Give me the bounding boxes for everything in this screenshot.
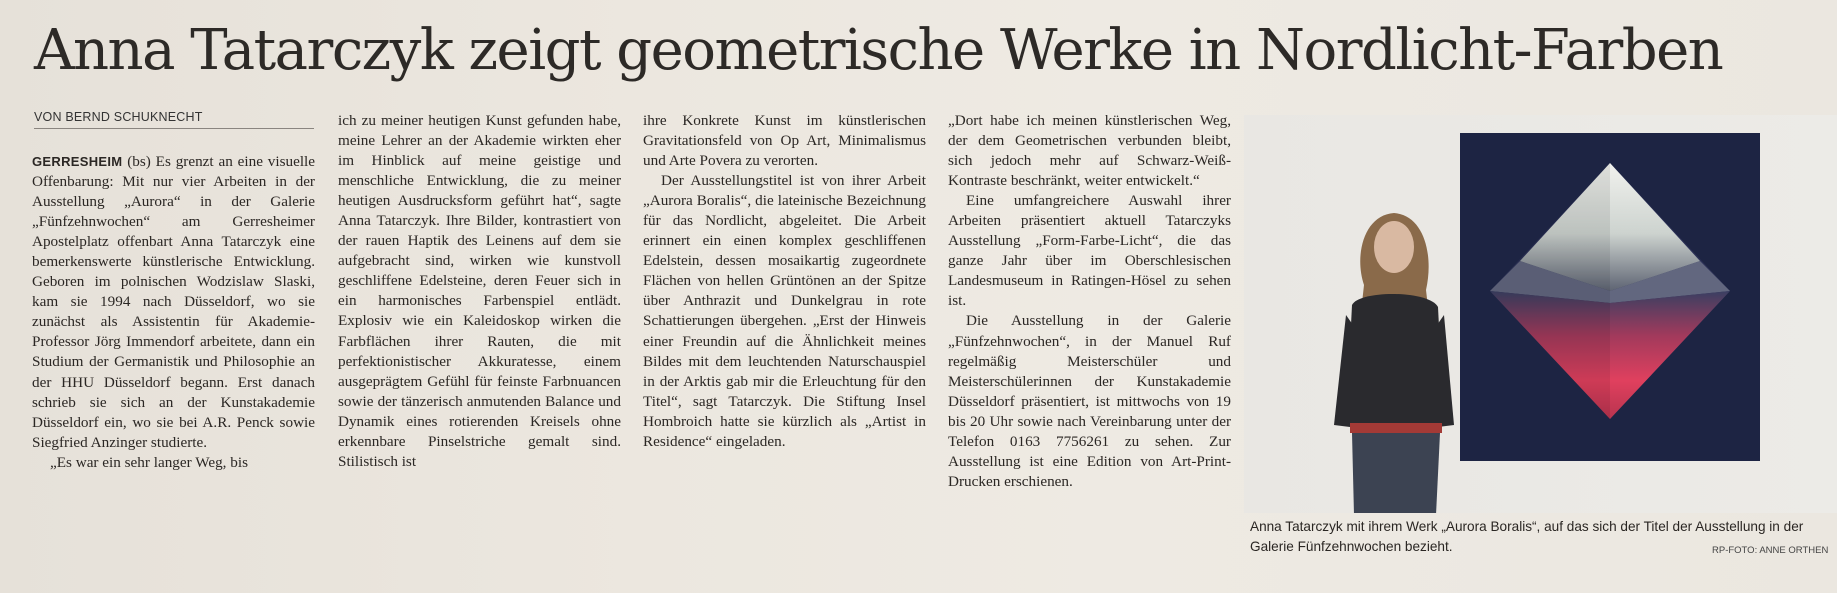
paragraph: ihre Konkrete Kunst im künstlerischen Gravitationsfeld von Op Art, Minimalismus und Arte Povera zu verorten. [643, 112, 926, 170]
paragraph: Eine umfangreichere Auswahl ihrer Arbeiten präsentiert aktuell Tatarczyks Ausstellung „Form-Farbe-Licht“, die das ganze Jahr über im Oberschlesischen Landesmuseum in Ratingen-Hösel zu sehen ist. [948, 192, 1231, 310]
photo-credit: RP-FOTO: ANNE ORTHEN [1712, 545, 1829, 556]
dateline-place: GERRESHEIM [32, 154, 123, 169]
painting-aurora-boralis [1460, 133, 1760, 461]
article-column-1 [32, 152, 315, 473]
byline: VON BERND SCHUKNECHT [34, 110, 203, 124]
paragraph [32, 152, 315, 453]
headline: Anna Tatarczyk zeigt geometrische Werke in Nordlicht-Farben [34, 18, 1723, 83]
byline-block [34, 110, 314, 129]
article-column-2 [338, 111, 621, 472]
byline-rule [34, 128, 314, 129]
paragraph: ich zu meiner heutigen Kunst gefunden habe, meine Lehrer an der Akademie wirkten eher im Hinblick auf meine geistige und menschliche Entwicklung, die zu meiner heutigen Ausdrucksform geführt hat“, sagte Anna Tatarczyk. Ihre Bilder, kontrastiert von der rauen Haptik des Leinens auf dem sie aufgebracht sind, wirken wie kunstvoll geschliffene Edelsteine, deren Feuer sich in ein harmonisches Farbenspiel entlädt. Explosiv wie ein Kaleidoskop wirken die Farbflächen ihrer Rauten, die mit perfektionistischer Akkuratesse, einem ausgeprägtem Gefühl für feinste Farbnuancen sowie der tänzerisch anmutenden Balance und Dynamik eines rotierenden Kreisels ohne erkennbare Pinselstriche gemalt sind. Stilistisch ist [338, 112, 621, 470]
person-figure [1324, 195, 1464, 513]
article-column-3 [643, 111, 926, 452]
photo-caption: Anna Tatarczyk mit ihrem Werk „Aurora Boralis“, auf das sich der Titel der Ausstellung in der Galerie Fünfzehnwochen bezieht. [1250, 519, 1804, 554]
paragraph: Die Ausstellung in der Galerie „Fünfzehnwochen“, in der Manuel Ruf regelmäßig Meisterschüler und Meisterschülerinnen der Kunstakademie Düsseldorf präsentiert, ist mittwochs von 19 bis 20 Uhr sowie nach Vereinbarung unter der Telefon 0163 7756261 zu sehen. Zur Ausstellung ist eine Edition von Art-Print-Drucken erschienen. [948, 312, 1231, 490]
article-photo [1244, 115, 1837, 513]
article-column-4 [948, 111, 1231, 492]
paragraph: „Dort habe ich meinen künstlerischen Weg, der dem Geometrischen verbunden bleibt, sich jedoch mehr auf Schwarz-Weiß-Kontraste beschränkt, weiter entwickelt.“ [948, 112, 1231, 190]
paragraph: Der Ausstellungstitel ist von ihrer Arbeit „Aurora Boralis“, die lateinische Bezeichnung für das Nordlicht, abgeleitet. Die Arbeit erinnert ein einen komplex geschliffenen Edelstein, dessen mosaikartig zugeordnete Flächen von hellen Grüntönen an der Spitze über Anthrazit und Dunkelgrau in rote Schattierungen übergehen. „Erst der Hinweis einer Freundin auf die Ähnlichkeit meines Bildes mit dem leuchtenden Naturschauspiel in der Arktis gab mir die Erleuchtung für den Titel“, sagt Tatarczyk. Die Stiftung Insel Hombroich hatte sie kürzlich als „Artist in Residence“ eingeladen. [643, 172, 926, 450]
paragraph-text: (bs) Es grenzt an eine visuelle Offenbarung: Mit nur vier Arbeiten in der Ausstellung „Aurora“ in der Galerie „Fünfzehnwochen“ am Gerresheimer Apostelplatz offenbart Anna Tatarczyk eine bemerkenswerte künstlerische Entwicklung. Geboren im polnischen Wodzislaw Slaski, kam sie 1994 nach Düsseldorf, wo sie zunächst als Assistentin für Akademie-Professor Jörg Immendorf arbeitete, dann ein Studium der Germanistik und Philosophie an der HHU Düsseldorf begann. Erst danach schrieb sie sich an der Kunstakademie Düsseldorf ein, wo sie bei A.R. Penck sowie Siegfried Anzinger studierte. [32, 153, 315, 451]
paragraph: „Es war ein sehr langer Weg, bis [50, 453, 248, 471]
